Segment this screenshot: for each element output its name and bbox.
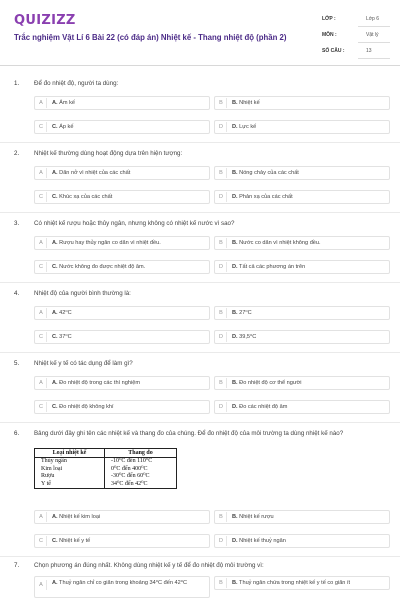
option-text: Lực kế bbox=[239, 124, 257, 130]
question-text: Chọn phương án đúng nhất. Không dùng nhiệt kế y tế để đo nhiệt độ môi trường vì: bbox=[34, 562, 264, 569]
option-a[interactable]: A A. Ẩm kế bbox=[34, 96, 210, 110]
question-text: Nhiệt độ của người bình thường là: bbox=[34, 290, 131, 297]
option-text: Phản xạ của các chất bbox=[239, 194, 293, 200]
option-letter: A bbox=[36, 168, 47, 178]
question-number: 4. bbox=[14, 290, 20, 297]
option-d[interactable]: D D. Phản xạ của các chất bbox=[214, 190, 390, 204]
option-a[interactable]: A A. Thuỷ ngân chỉ co giãn trong khoảng 34⁰C đến 42⁰C bbox=[34, 576, 210, 598]
question-divider bbox=[0, 556, 400, 557]
option-b[interactable]: B B. Nóng chảy của các chất bbox=[214, 166, 390, 180]
option-text: Đo các nhiệt độ âm bbox=[239, 404, 288, 410]
option-a[interactable]: A A. Nhiệt kế kim loại bbox=[34, 510, 210, 524]
question-number: 7. bbox=[14, 562, 20, 569]
option-text: 39,5⁰C bbox=[239, 334, 257, 340]
table-row bbox=[35, 458, 177, 466]
option-letter: B bbox=[216, 512, 227, 522]
option-letter: A bbox=[36, 378, 47, 388]
option-d[interactable]: D D. Lực kế bbox=[214, 120, 390, 134]
table-cell: 0⁰C đến 400⁰C bbox=[105, 466, 177, 474]
table-cell: 34⁰C đến 42⁰C bbox=[105, 481, 177, 489]
option-letter: B bbox=[216, 578, 227, 588]
option-text: Đo nhiệt độ trong các thí nghiệm bbox=[59, 380, 141, 386]
option-letter: D bbox=[216, 192, 227, 202]
question-number: 3. bbox=[14, 220, 20, 227]
option-letter: B bbox=[216, 378, 227, 388]
meta-class-row bbox=[322, 11, 390, 27]
option-a[interactable]: A A. 42⁰C bbox=[34, 306, 210, 320]
meta-subject-row bbox=[322, 27, 390, 43]
option-b[interactable]: B B. Nhiệt kế bbox=[214, 96, 390, 110]
option-text: Nhiệt kế rượu bbox=[239, 514, 274, 520]
option-letter: D bbox=[216, 262, 227, 272]
question-text: Để đo nhiệt độ, người ta dùng: bbox=[34, 80, 119, 87]
option-a[interactable]: A A. Rượu hay thủy ngân co dãn vì nhiệt đều. bbox=[34, 236, 210, 250]
meta-count-label: SỐ CÂU : bbox=[322, 48, 345, 54]
thermometer-table bbox=[34, 448, 177, 489]
table-row bbox=[35, 473, 177, 481]
meta-divider bbox=[358, 26, 390, 27]
option-letter: D bbox=[216, 332, 227, 342]
option-text: Nhiệt kế kim loại bbox=[59, 514, 101, 520]
option-b[interactable]: B B. Đo nhiệt độ cơ thể người bbox=[214, 376, 390, 390]
question-divider bbox=[0, 422, 400, 423]
table-row bbox=[35, 481, 177, 489]
question-number: 6. bbox=[14, 430, 20, 437]
meta-divider bbox=[358, 42, 390, 43]
option-b[interactable]: B B. Nước co dãn vì nhiệt không đều. bbox=[214, 236, 390, 250]
option-text: Nước không đo được nhiệt độ âm. bbox=[59, 264, 146, 270]
option-c[interactable]: C C. Áp kế bbox=[34, 120, 210, 134]
option-d[interactable]: D D. Nhiệt kế thuỷ ngân bbox=[214, 534, 390, 548]
table-cell: Y tế bbox=[35, 481, 105, 489]
table-cell: -30⁰C đến 60⁰C bbox=[105, 473, 177, 481]
option-c[interactable]: C C. Đo nhiệt độ không khí bbox=[34, 400, 210, 414]
option-d[interactable]: D D. Đo các nhiệt độ âm bbox=[214, 400, 390, 414]
option-letter: D bbox=[216, 402, 227, 412]
question-divider bbox=[0, 142, 400, 143]
option-c[interactable]: C C. Nước không đo được nhiệt độ âm. bbox=[34, 260, 210, 274]
table-row bbox=[35, 466, 177, 474]
option-text: Dãn nở vì nhiệt của các chất bbox=[59, 170, 131, 176]
option-text: 42⁰C bbox=[59, 310, 72, 316]
option-letter: A bbox=[36, 98, 47, 108]
option-b[interactable]: B B. Thuỷ ngân chứa trong nhiệt kế y tế co giãn ít bbox=[214, 576, 390, 590]
option-text: Khúc xạ của các chất bbox=[59, 194, 113, 200]
option-text: 37⁰C bbox=[59, 334, 72, 340]
option-letter: A bbox=[36, 308, 47, 318]
option-text: Tất cả các phương án trên bbox=[239, 264, 306, 270]
question-divider bbox=[0, 352, 400, 353]
worksheet-meta bbox=[322, 11, 390, 59]
option-text: Thuỷ ngân chỉ co giãn trong khoảng 34⁰C đến 42⁰C bbox=[59, 580, 187, 586]
table-cell: -10⁰C đến 110⁰C bbox=[105, 458, 177, 466]
option-text: Áp kế bbox=[59, 124, 74, 130]
option-a[interactable]: A A. Đo nhiệt độ trong các thí nghiệm bbox=[34, 376, 210, 390]
table-header-row bbox=[35, 449, 177, 458]
worksheet-title: Trắc nghiệm Vật Lí 6 Bài 22 (có đáp án) Nhiệt kế - Thang nhiệt độ (phần 2) bbox=[14, 33, 287, 42]
question-text: Nhiệt kế thường dùng hoạt động dựa trên hiện tượng: bbox=[34, 150, 183, 157]
option-letter: C bbox=[36, 262, 47, 272]
option-letter: B bbox=[216, 308, 227, 318]
option-c[interactable]: C C. Nhiệt kế y tế bbox=[34, 534, 210, 548]
question-divider bbox=[0, 212, 400, 213]
meta-count-value: 13 bbox=[366, 48, 372, 54]
option-text: Nhiệt kế thuỷ ngân bbox=[239, 538, 286, 544]
question-number: 1. bbox=[14, 80, 20, 87]
question-text: Bảng dưới đây ghi tên các nhiệt kế và thang đo của chúng. Để đo nhiệt độ của môi trường ta dùng nhiệt kế nào? bbox=[34, 430, 344, 437]
question-text: Nhiệt kế y tế có tác dụng để làm gì? bbox=[34, 360, 133, 367]
option-letter: B bbox=[216, 98, 227, 108]
meta-subject-value: Vật lý bbox=[366, 32, 379, 38]
option-letter: C bbox=[36, 536, 47, 546]
option-c[interactable]: C C. 37⁰C bbox=[34, 330, 210, 344]
option-c[interactable]: C C. Khúc xạ của các chất bbox=[34, 190, 210, 204]
option-letter: C bbox=[36, 122, 47, 132]
option-letter: D bbox=[216, 122, 227, 132]
question-number: 2. bbox=[14, 150, 20, 157]
option-b[interactable]: B B. Nhiệt kế rượu bbox=[214, 510, 390, 524]
option-text: Rượu hay thủy ngân co dãn vì nhiệt đều. bbox=[59, 240, 161, 246]
option-letter: C bbox=[36, 192, 47, 202]
meta-class-label: LỚP : bbox=[322, 16, 336, 22]
question-number: 5. bbox=[14, 360, 20, 367]
table-header: Loại nhiệt kế bbox=[35, 449, 105, 458]
option-text: Nhiệt kế bbox=[239, 100, 260, 106]
option-text: Nhiệt kế y tế bbox=[59, 538, 91, 544]
option-d[interactable]: D D. 39,5⁰C bbox=[214, 330, 390, 344]
option-letter: B bbox=[216, 238, 227, 248]
meta-count-row bbox=[322, 43, 390, 59]
table-header: Thang đo bbox=[105, 449, 177, 458]
option-text: Ẩm kế bbox=[59, 100, 76, 106]
option-text: Nước co dãn vì nhiệt không đều. bbox=[239, 240, 321, 246]
option-letter: B bbox=[216, 168, 227, 178]
meta-divider bbox=[358, 58, 390, 59]
question-divider bbox=[0, 282, 400, 283]
option-letter: A bbox=[36, 512, 47, 522]
quizizz-logo[interactable]: QUIZIZZ bbox=[14, 13, 76, 28]
option-d[interactable]: D D. Tất cả các phương án trên bbox=[214, 260, 390, 274]
option-text: Thuỷ ngân chứa trong nhiệt kế y tế co giãn ít bbox=[239, 580, 351, 586]
option-text: Nóng chảy của các chất bbox=[239, 170, 299, 176]
option-letter: A bbox=[36, 238, 47, 248]
option-letter: C bbox=[36, 332, 47, 342]
meta-subject-label: MÔN : bbox=[322, 32, 337, 38]
table-cell: Rượu bbox=[35, 473, 105, 481]
option-letter: C bbox=[36, 402, 47, 412]
option-text: Đo nhiệt độ không khí bbox=[59, 404, 114, 410]
table-cell: Kim loại bbox=[35, 466, 105, 474]
option-letter: D bbox=[216, 536, 227, 546]
option-a[interactable]: A A. Dãn nở vì nhiệt của các chất bbox=[34, 166, 210, 180]
meta-class-value: Lớp 6 bbox=[366, 16, 380, 22]
question-text: Có nhiệt kế rượu hoặc thủy ngân, nhưng không có nhiệt kế nước vì sao? bbox=[34, 220, 235, 227]
table-cell: Thủy ngân bbox=[35, 458, 105, 466]
option-letter: A bbox=[36, 580, 47, 590]
option-b[interactable]: B B. 27⁰C bbox=[214, 306, 390, 320]
option-text: Đo nhiệt độ cơ thể người bbox=[239, 380, 302, 386]
option-text: 27⁰C bbox=[239, 310, 252, 316]
worksheet-header bbox=[0, 0, 400, 66]
